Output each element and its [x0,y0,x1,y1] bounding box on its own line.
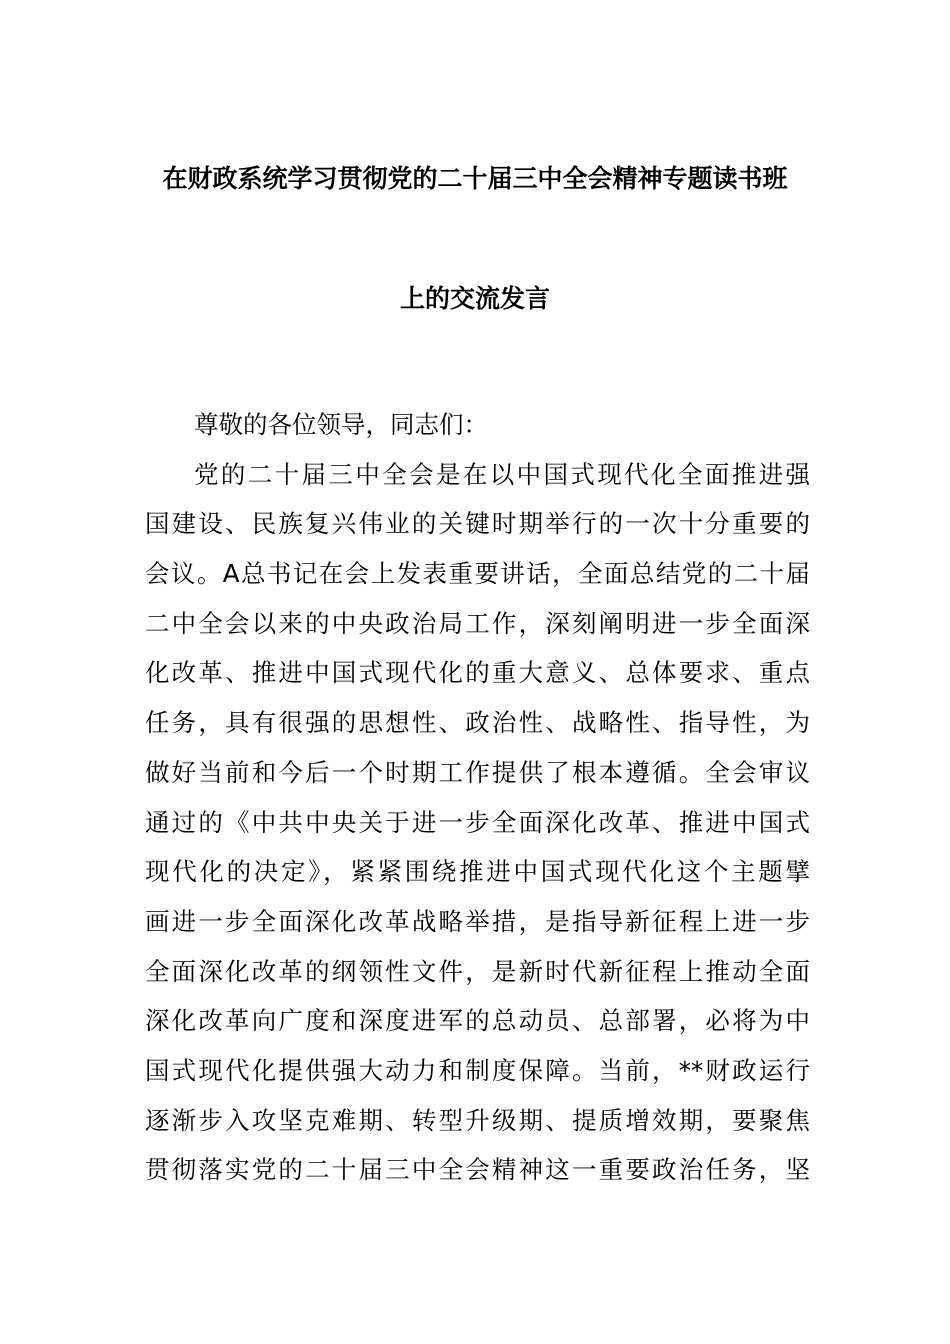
body-line: 做好当前和今后一个时期工作提供了根本遵循。全会审议 [145,757,810,787]
body-line: 通过的《中共中央关于进一步全面深化改革、推进中国式 [145,807,810,837]
body-line: 逐渐步入攻坚克难期、转型升级期、提质增效期，要聚焦 [145,1105,810,1135]
document-title-line-1: 在财政系统学习贯彻党的二十届三中全会精神专题读书班 [162,164,788,193]
body-line: 现代化的决定》，紧紧围绕推进中国式现代化这个主题擘 [145,857,810,887]
body-line: 会议。A总书记在会上发表重要讲话，全面总结党的二十届 [145,559,810,589]
body-line: 深化改革向广度和深度进军的总动员、总部署，必将为中 [145,1006,810,1036]
body-line: 党的二十届三中全会是在以中国式现代化全面推进强 [194,459,810,489]
body-line: 国式现代化提供强大动力和制度保障。当前，**财政运行 [145,1055,810,1085]
body-line: 画进一步全面深化改革战略举措，是指导新征程上进一步 [145,906,810,936]
body-line: 国建设、民族复兴伟业的关键时期举行的一次十分重要的 [145,509,810,539]
body-line: 贯彻落实党的二十届三中全会精神这一重要政治任务，坚 [145,1155,810,1185]
body-line: 全面深化改革的纲领性文件，是新时代新征程上推动全面 [145,956,810,986]
body-line: 任务，具有很强的思想性、政治性、战略性、指导性，为 [145,708,810,738]
salutation: 尊敬的各位领导，同志们： [194,410,488,439]
document-body [145,400,810,1195]
body-line: 化改革、推进中国式现代化的重大意义、总体要求、重点 [145,658,810,688]
document-title-line-2: 上的交流发言 [399,284,550,313]
body-line: 二中全会以来的中央政治局工作，深刻阐明进一步全面深 [145,608,810,638]
